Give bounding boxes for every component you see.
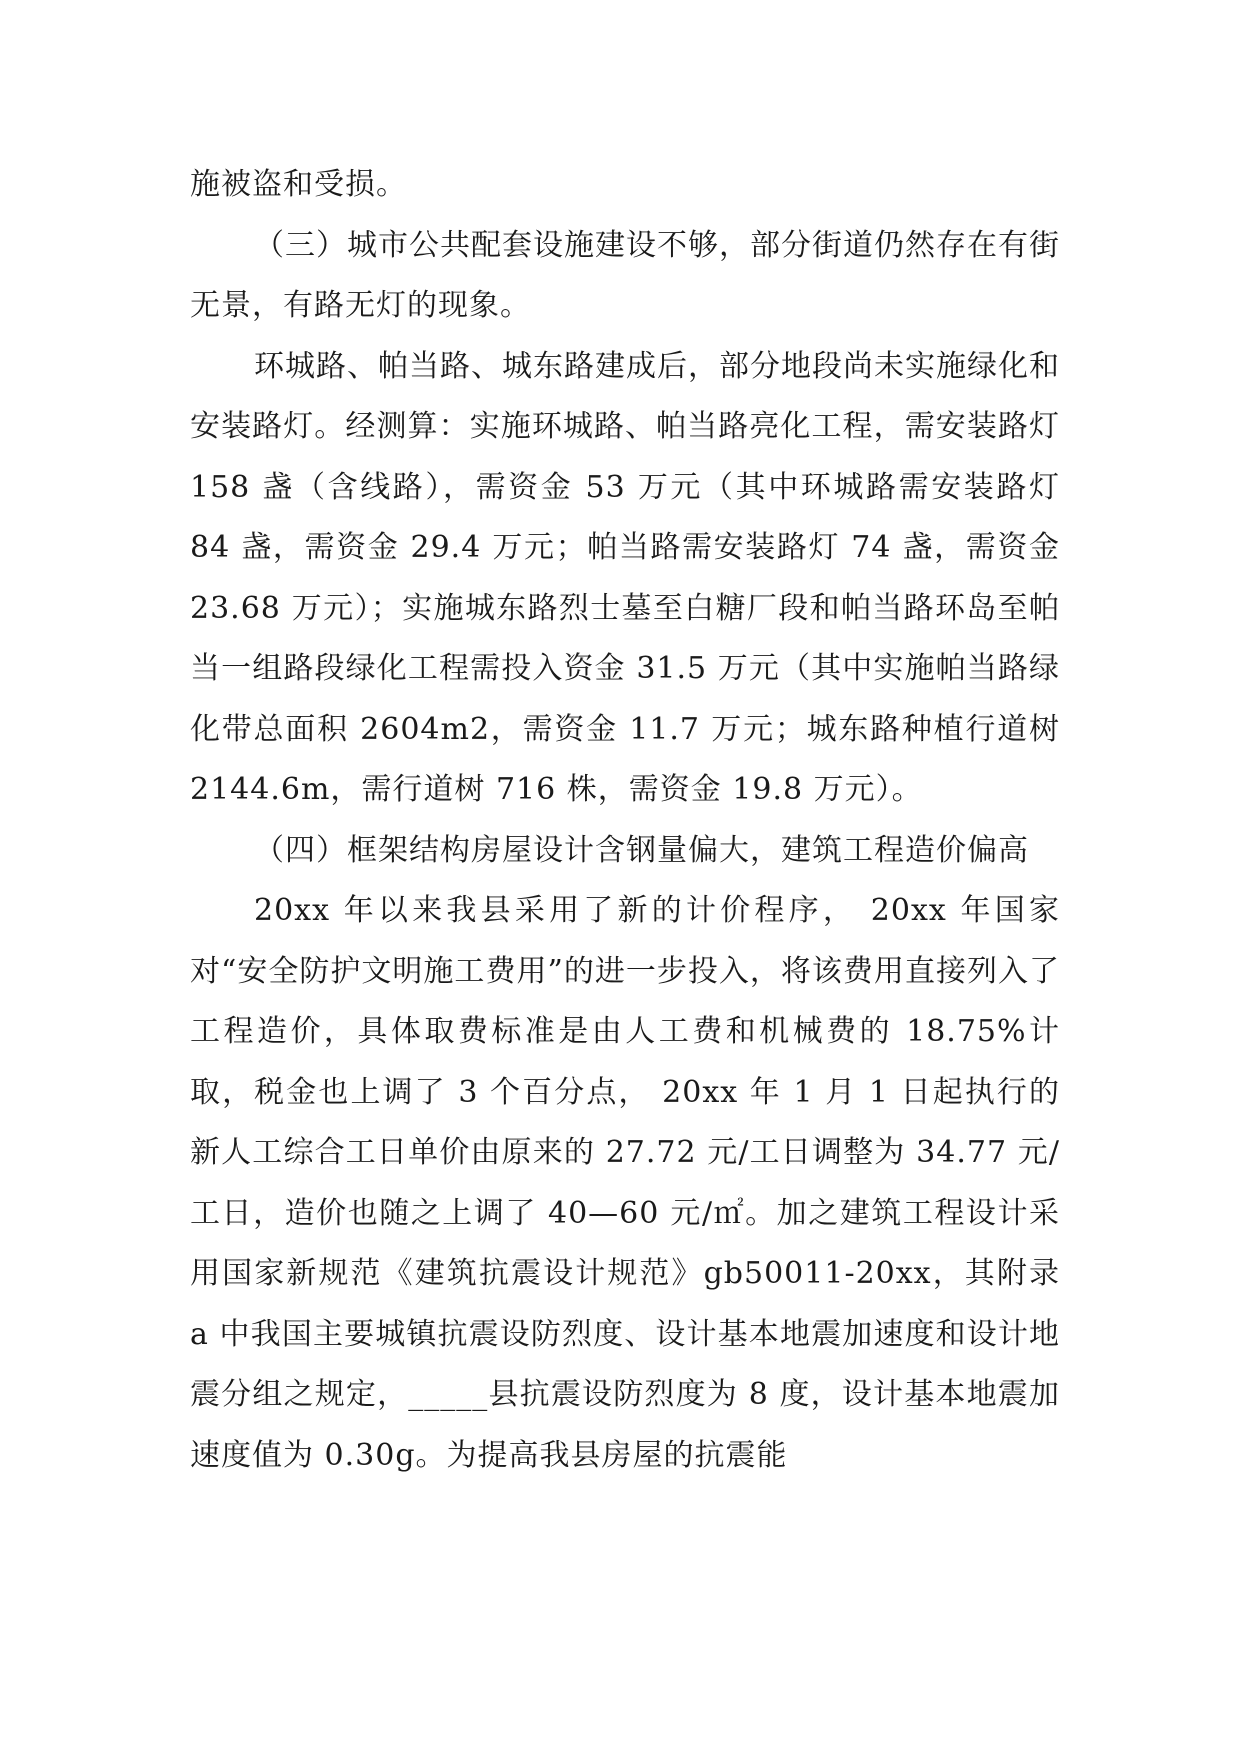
document-body (190, 155, 1060, 1486)
section-heading-four: （四）框架结构房屋设计含钢量偏大，建筑工程造价偏高 (254, 832, 1029, 868)
paragraph-construction-cost: 20xx 年以来我县采用了新的计价程序， 20xx 年国家对“安全防护文明施工费用”的进一步投入，将该费用直接列入了工程造价，具体取费标准是由人工费和机械费的 18.75%计取，税金也上调了 3 个百分点， 20xx 年 1 月 1 日起执行的新人工综合工日单价由原来的 27.72 元/工日调整为 34.77 元/工日，造价也随之上调了 40—60 元/㎡。加之建筑工程设计采用国家新规范《建筑抗震设计规范》gb50011-20xx，其附录 a 中我国主要城镇抗震设防烈度、设计基本地震加速度和设计地震分组之规定，_____县抗震设防烈度为 8 度，设计基本地震加速度值为 0.30g。为提高我县房屋的抗震能 (190, 893, 1060, 1473)
section-heading-three: （三）城市公共配套设施建设不够，部分街道仍然存在有街无景，有路无灯的现象。 (190, 227, 1060, 323)
paragraph-continuation: 施被盗和受损。 (190, 167, 407, 202)
paragraph-lighting-greening: 环城路、帕当路、城东路建成后，部分地段尚未实施绿化和安装路灯。经测算：实施环城路、帕当路亮化工程，需安装路灯 158 盏（含线路），需资金 53 万元（其中环城路需安装路灯 84 盏，需资金 29.4 万元；帕当路需安装路灯 74 盏，需资金 23.68 万元）；实施城东路烈士墓至白糖厂段和帕当路环岛至帕当一组路段绿化工程需投入资金 31.5 万元（其中实施帕当路绿化带总面积 2604m2，需资金 11.7 万元；城东路种植行道树 2144.6m，需行道树 716 株，需资金 19.8 万元）。 (190, 348, 1060, 807)
